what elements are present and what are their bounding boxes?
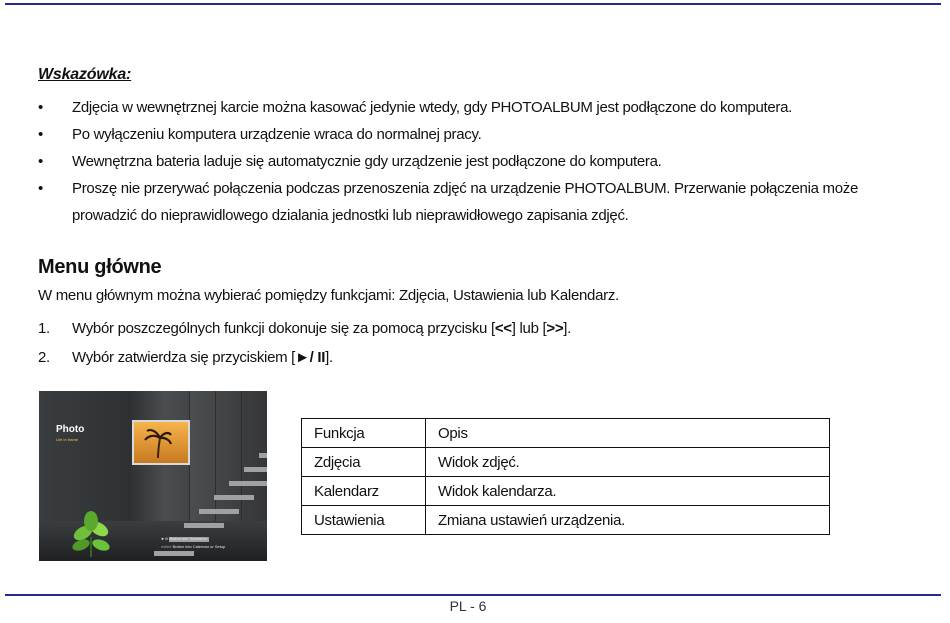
play-pause-key-icon: ►/ II <box>295 349 326 366</box>
step-text: ] lub [ <box>511 320 547 337</box>
step-number: 2. <box>38 349 50 366</box>
table-cell: Funkcja <box>302 419 426 448</box>
table-cell: Zdjęcia <box>302 448 426 477</box>
list-item-text: Po wyłączeniu komputera urządzenie wraca do normalnej pracy. <box>72 126 482 143</box>
bullet-icon: • <box>38 126 43 143</box>
stair-step <box>244 467 267 472</box>
table-cell: Opis <box>426 419 830 448</box>
stair-step <box>229 481 267 486</box>
step-text: Wybór poszczególnych funkcji dokonuje się za pomocą przycisku [ <box>72 320 495 337</box>
hint-list <box>38 94 918 229</box>
palm-tree-icon <box>144 428 172 458</box>
step-number: 1. <box>38 320 50 337</box>
prev-key-icon: << <box>494 320 512 337</box>
list-item <box>38 94 918 121</box>
stair-step <box>184 523 224 528</box>
table-row <box>302 419 830 448</box>
function-table <box>301 418 830 535</box>
list-item <box>38 121 918 148</box>
stair-step <box>154 551 194 556</box>
plant-icon <box>71 509 111 557</box>
next-key-icon: >> <box>546 320 564 337</box>
section-title: Menu główne <box>38 256 162 278</box>
table-row <box>302 448 830 477</box>
photo-frame <box>132 420 190 465</box>
steps-list <box>38 314 571 372</box>
list-item-text: Wewnętrzna bateria laduje się automatycznie gdy urządzenie jest podłączone do komputera. <box>72 153 662 170</box>
stair-step <box>214 495 254 500</box>
bullet-icon: • <box>38 99 43 116</box>
screen-subtitle: Life in frame <box>56 437 79 442</box>
table-cell: Ustawienia <box>302 506 426 535</box>
page-number: PL - 6 <box>449 598 487 614</box>
table-cell: Zmiana ustawień urządzenia. <box>426 506 830 535</box>
step-item <box>38 314 571 343</box>
step-item <box>38 343 571 372</box>
table-cell: Widok kalendarza. <box>426 477 830 506</box>
bullet-icon: • <box>38 153 43 170</box>
hint-title: Wskazówka: <box>38 66 132 83</box>
screen-hint: ►/II Button into Submenu <box>161 536 207 541</box>
section-intro: W menu głównym można wybierać pomiędzy funkcjami: Zdjęcia, Ustawienia lub Kalendarz. <box>38 287 619 304</box>
device-screenshot <box>39 391 267 561</box>
bottom-rule <box>5 594 941 596</box>
list-item <box>38 148 918 175</box>
table-row <box>302 506 830 535</box>
step-text: ]. <box>325 349 333 366</box>
screen-title: Photo <box>56 424 85 435</box>
step-text: ]. <box>563 320 572 337</box>
list-item-text: Zdjęcia w wewnętrznej karcie można kasować jedynie wtedy, gdy PHOTOALBUM jest podłączone do komputera. <box>72 99 793 116</box>
top-rule <box>5 3 941 5</box>
list-item-text: Proszę nie przerywać połączenia podczas przenoszenia zdjęć na urządzenie PHOTOALBUM. Przerwanie połączenia może prowadzić do nieprawidlowego dzialania jednostki lub nieprawidłowego zapisania zdjęć. <box>72 180 858 224</box>
list-item <box>38 175 918 229</box>
stair-step <box>259 453 267 458</box>
bullet-icon: • <box>38 180 43 197</box>
table-cell: Widok zdjęć. <box>426 448 830 477</box>
stair-step <box>199 509 239 514</box>
screen-hint: <</>> Button into Calendar or Setup <box>161 544 226 549</box>
table-cell: Kalendarz <box>302 477 426 506</box>
step-text: Wybór zatwierdza się przyciskiem [ <box>72 349 296 366</box>
table-row <box>302 477 830 506</box>
